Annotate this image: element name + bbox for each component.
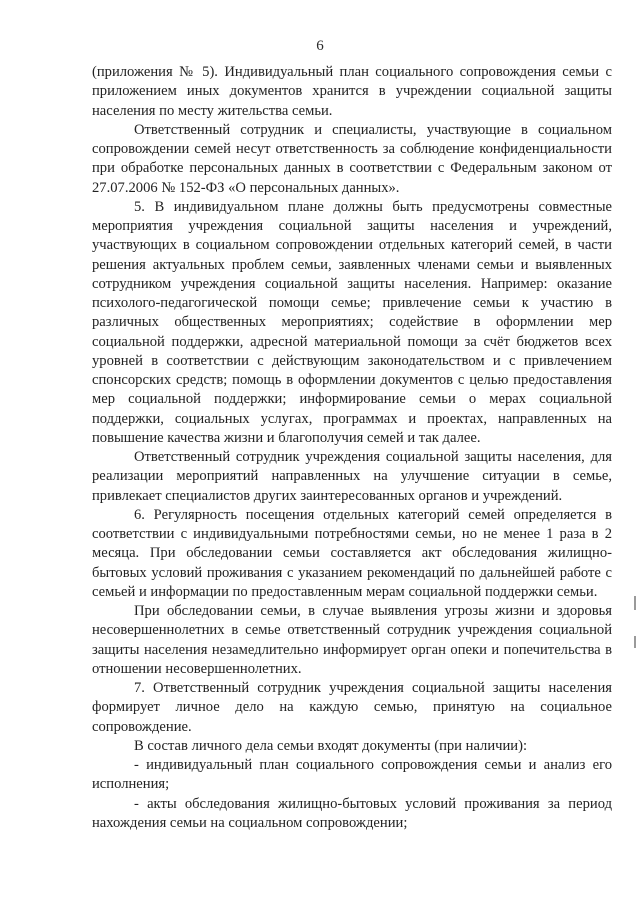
paragraph-section-6: 6. Регулярность посещения отдельных категорий семей определяется в соответствии с индивидуальными потребностями семьи, но не менее 1 раза в 2 месяца. При обследовании семьи составляется акт обследования жилищно-бытовых условий проживания с указанием рекомендаций по дальнейшей работе с семьей и информации по предоставленным мерам социальной поддержки семьи. xyxy=(92,506,612,600)
paragraph-file-contents: В состав личного дела семьи входят документы (при наличии): xyxy=(134,737,528,754)
list-item-inspection-acts: - акты обследования жилищно-бытовых условий проживания за период нахождения семьи на социальном сопровождении; xyxy=(92,795,612,831)
list-item-individual-plan: - индивидуальный план социального сопровождения семьи и анализ его исполнения; xyxy=(92,757,612,793)
paragraph-section-5: 5. В индивидуальном плане должны быть предусмотрены совместные мероприятия учреждения социальной защиты населения и учреждений, участвующих в социальном сопровождении отдельных категорий семей, в части решения актуальных проблем семьи, заявленных членами семьи и выявленных сотрудником учреждения социальной защиты населения. Например: оказание психолого-педагогической помощи семье; привлечение семьи к участию в различных общественных мероприятиях; содействие в оформлении мер социальной поддержки, адресной материальной помощи за счёт бюджетов всех уровней в соответствии с действующим законодательством и с привлечением спонсорских средств; помощь в оформлении документов с целью предоставления мер социальной поддержки; информирование семьи о мерах социальной поддержки, социальных услугах, программах и проектах, направленных на повышение качества жизни и благополучия семей и так далее. xyxy=(92,198,612,446)
scan-edge-mark xyxy=(634,596,636,610)
paragraph-section-7: 7. Ответственный сотрудник учреждения социальной защиты населения формирует личное дело на каждую семью, принятую на социальное сопровождение. xyxy=(92,680,612,735)
paragraph-threat-case: При обследовании семьи, в случае выявления угрозы жизни и здоровья несовершеннолетних в семье ответственный сотрудник учреждения социальной защиты населения незамедлительно информирует орган опеки и попечительства в отношении несовершеннолетних. xyxy=(92,603,612,677)
paragraph-plan-storage: (приложения № 5). Индивидуальный план социального сопровождения семьи с приложением иных документов хранится в учреждении социальной защиты населения по месту жительства семьи. xyxy=(92,64,612,119)
document-body xyxy=(92,63,612,833)
scan-edge-mark xyxy=(634,636,636,648)
paragraph-confidentiality: Ответственный сотрудник и специалисты, участвующие в социальном сопровождении семей несут ответственность за соблюдение конфиденциальности при обработке персональных данных в соответствии с Федеральным законом от 27.07.2006 № 152-ФЗ «О персональных данных». xyxy=(92,121,612,196)
page-number: 6 xyxy=(316,38,324,54)
paragraph-specialists: Ответственный сотрудник учреждения социальной защиты населения, для реализации мероприятий направленных на улучшение ситуации в семье, привлекает специалистов других заинтересованных органов и учреждений. xyxy=(92,449,612,504)
